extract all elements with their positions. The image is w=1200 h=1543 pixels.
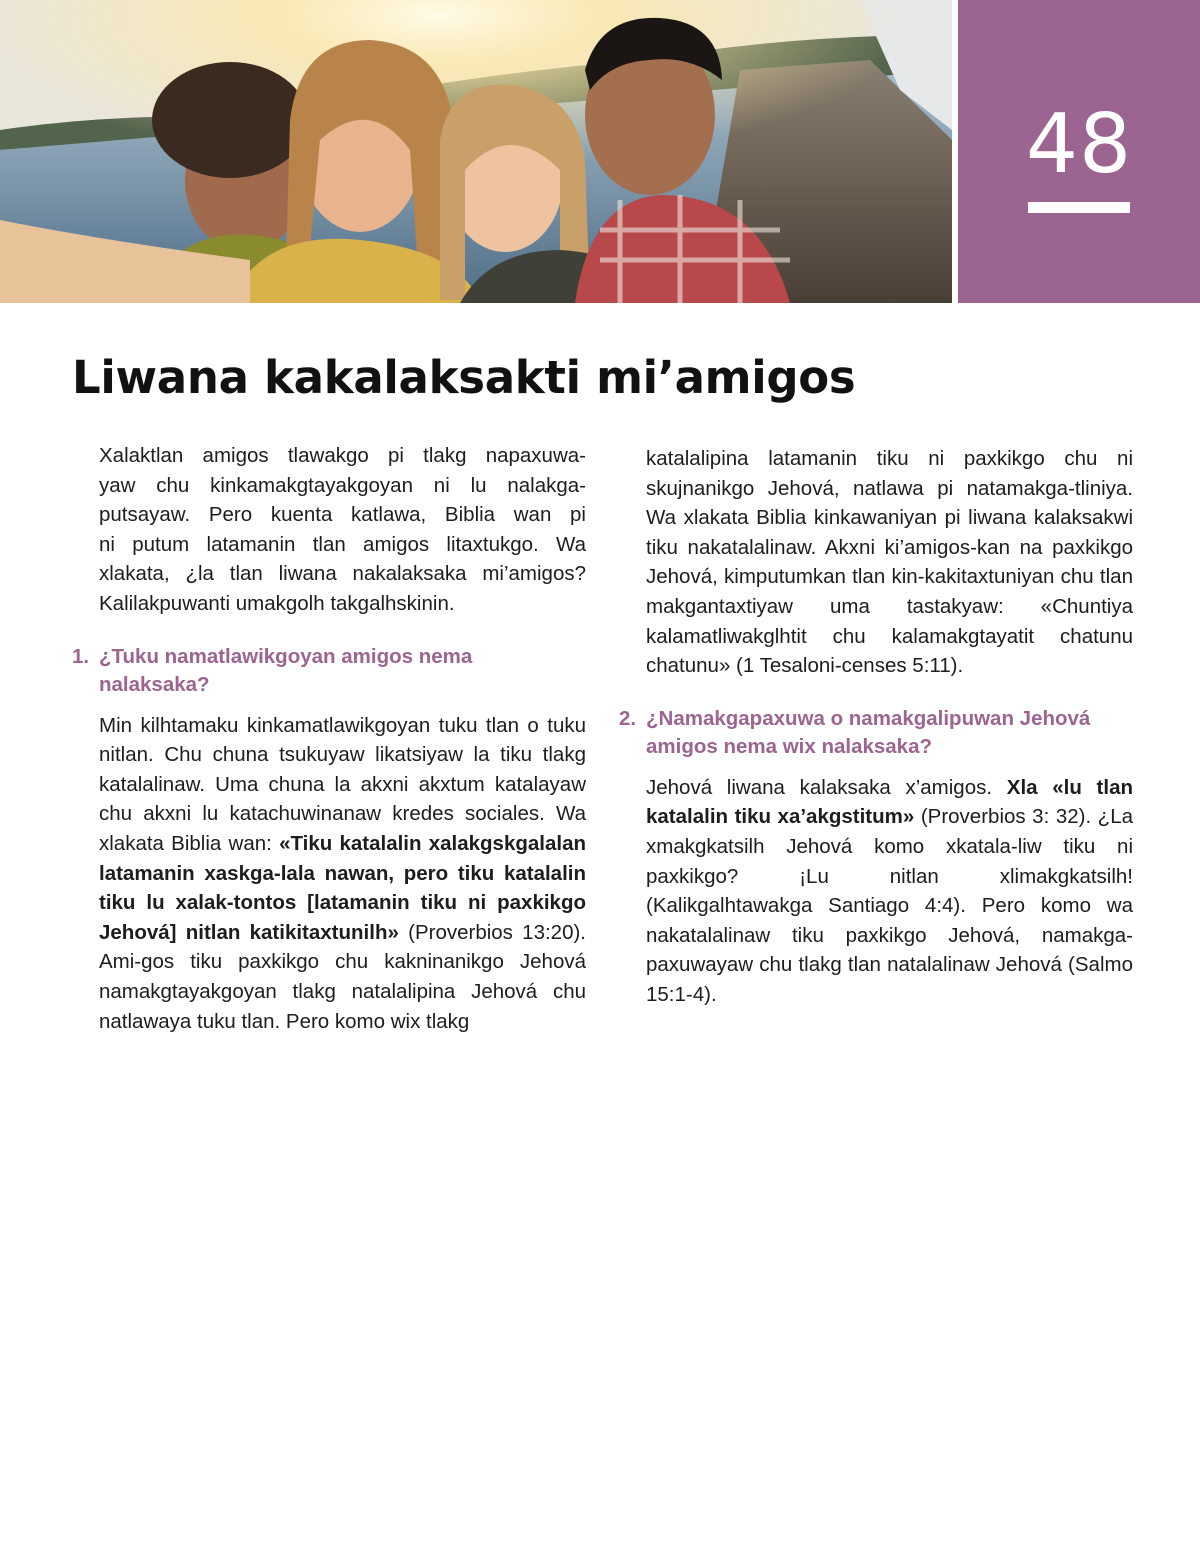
question-number: 1.: [72, 644, 90, 668]
intro-line: xlakata, ¿la tlan liwana nakalaksaka mi’amigos?: [99, 562, 586, 586]
lesson-number-tab: [958, 0, 1200, 303]
intro-text: [99, 441, 586, 619]
answer-2-scripture: Xla «lu tlan katalalin tiku xa’akgstitum»: [646, 775, 1133, 829]
intro-line: Xalaktlan amigos tlawakgo pi tlakg napaxuwa-: [99, 444, 586, 467]
question-text-line2: nalaksaka?: [99, 672, 210, 696]
answer-1-part2: (Proverbios 13:20). Ami-gos tiku paxkikgo chu kakninanikgo Jehová namakgtayakgoyan tlakg natalalipina Jehová chu natlawaya tuku tlan. Pero komo wix tlakg: [99, 920, 587, 1033]
question-number: 2.: [619, 706, 637, 730]
answer-2-part2: (Proverbios 3: 32). ¿La xmakgkatsilh Jehová komo xkatala-liw tiku ni paxkikgo? ¡Lu nitlan xlimakgkatsilh! (Kalikgalhtawakga Santiago 4:4). Pero komo wa nakatalalinaw tiku paxkikgo Jehová, namakga-paxuwayaw chu tlakg tlan natalalinaw Jehová (Salmo 15:1-4).: [646, 805, 1134, 1006]
question-1: [72, 643, 586, 699]
intro-line: putsayaw. Pero kuenta katlawa, Biblia wan pi: [99, 503, 586, 527]
continuation-text: katalalipina latamanin tiku ni paxkikgo chu ni skujnanikgo Jehová, natlawa pi natamakga-tliniya. Wa xlakata Biblia kinkawaniyan pi liwana kalaksakwi tiku nakatalalinaw. Akxni ki’amigos-kan na paxkikgo Jehová, kimputumkan tlan kin-kakitaxtuniyan chu tlan makgantaxtiyaw uma tastakyaw: «Chuntiya kalamatliwakglhtit chu kalamakgtayatit chatunu chatunu» (1 Tesaloni-censes 5:11).: [646, 447, 1133, 678]
question-2: [619, 705, 1133, 761]
intro-line: Kalilakpuwanti umakgolh takgalhskinin.: [99, 591, 455, 615]
continuation-paragraph: [619, 444, 1133, 681]
question-text-line1: ¿Namakgapaxuwa o namakgalipuwan Jehová: [646, 706, 1091, 730]
answer-2: [619, 773, 1133, 1010]
right-column: [619, 444, 1133, 1010]
question-text-line1: ¿Tuku namatlawikgoyan amigos nema: [99, 644, 473, 668]
header-photo: [0, 0, 952, 303]
answer-1-scripture: «Tiku katalalin xalakgskgalalan latamanin xaskga-lala nawan, pero tiku katalalin tiku lu xalak-tontos [latamanin tiku ni paxkikgo Jehová] nitlan katikitaxtunilh»: [99, 831, 587, 944]
answer-2-part1: Jehová liwana kalaksaka x’amigos.: [646, 775, 1007, 799]
left-column: [72, 441, 586, 1036]
intro-line: ni putum latamanin tlan amigos litaxtukgo. Wa: [99, 532, 586, 556]
intro-line: yaw chu kinkamakgtayakgoyan ni lu nalakga-: [99, 473, 586, 497]
page-title: Liwana kakalaksakti mi’amigos: [72, 351, 856, 404]
intro-paragraph: [72, 441, 586, 619]
answer-1: [72, 711, 586, 1037]
answer-2-text: [646, 773, 1133, 1010]
number-underline: [1028, 202, 1130, 213]
answer-1-part1: Min kilhtamaku kinkamatlawikgoyan tuku tlan o tuku nitlan. Chu chuna tsukuyaw likatsiyaw la tiku tlakg katalalinaw. Uma chuna la akxni akxtum katalayaw chu akxni lu katachuwinanaw kredes sociales. Wa xlakata Biblia wan:: [99, 713, 586, 855]
question-text-line2: amigos nema wix nalaksaka?: [646, 734, 932, 758]
answer-1-text: [99, 711, 586, 1037]
lesson-number: 48: [1025, 97, 1133, 192]
